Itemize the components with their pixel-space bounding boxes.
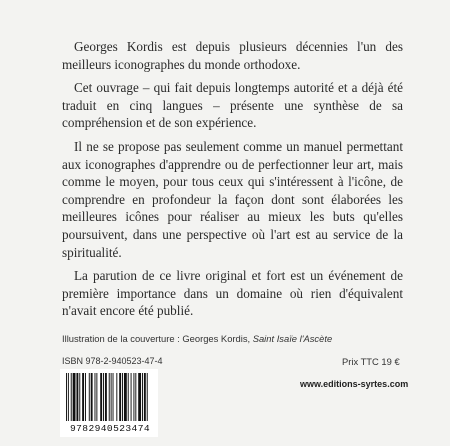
barcode-bar (79, 373, 80, 421)
barcode (60, 369, 158, 437)
barcode-bar (144, 373, 146, 421)
blurb-paragraph-4: La parution de ce livre original et fort est un événement de première importance dans un domaine où rien d'équivalent n'avait encore été publié. (62, 268, 403, 319)
barcode-bar (111, 373, 112, 421)
barcode-bars (64, 373, 154, 423)
barcode-bar (76, 373, 78, 421)
barcode-bar (128, 373, 129, 421)
blurb-paragraph-2: Cet ouvrage – qui fait depuis longtemps autorité et a déjà été traduit en cinq langues – présente une synthèse de sa compréhension et de son expérience. (62, 80, 403, 131)
barcode-bar (135, 373, 136, 421)
barcode-bar (100, 373, 102, 421)
barcode-bar (113, 373, 114, 421)
barcode-bar (95, 373, 96, 421)
barcode-bar (66, 373, 67, 421)
barcode-bar (96, 373, 97, 421)
blurb-text (62, 38, 403, 326)
blurb-paragraph-1: Georges Kordis est depuis plusieurs décennies l'un des meilleurs iconographes du monde orthodoxe. (62, 39, 403, 72)
barcode-bar (119, 373, 121, 421)
barcode-bar (124, 373, 127, 421)
barcode-bar (82, 373, 84, 421)
barcode-bar (89, 373, 90, 421)
barcode-bar (138, 373, 141, 421)
barcode-bar (109, 373, 110, 421)
barcode-bar (85, 373, 86, 421)
barcode-bar (71, 373, 72, 421)
price: Prix TTC 19 € (342, 356, 400, 367)
credit-prefix: Illustration de la couverture : Georges Kordis, (62, 333, 253, 344)
publisher-website[interactable]: www.editions-syrtes.com (300, 379, 409, 389)
barcode-number: 9782940523474 (69, 423, 151, 434)
credit-title: Saint Isaïe l'Ascète (252, 333, 333, 344)
barcode-bar (91, 373, 93, 421)
barcode-bar (68, 373, 69, 421)
barcode-bar (147, 373, 148, 421)
barcode-bar (142, 373, 143, 421)
barcode-bar (131, 373, 132, 421)
barcode-bar (73, 373, 76, 421)
cover-illustration-credit (62, 333, 332, 344)
isbn: ISBN 978-2-940523-47-4 (62, 356, 163, 366)
blurb-paragraph-3: Il ne se propose pas seulement comme un manuel permettant aux iconographes d'apprendre ou de perfectionner leur art, mais comme le moyen, pour tous ceux qui s'intéressent à l'icône, de comprendre en profondeur la façon dont sont élaborées les meilleures icônes pour réaliser au mieux les buts qu'elles poursuivent, dans une perspective où l'art est au service de la spiritualité. (62, 138, 403, 260)
barcode-bar (133, 373, 134, 421)
barcode-bar (103, 373, 104, 421)
barcode-bar (116, 373, 117, 421)
barcode-bar (122, 373, 123, 421)
barcode-bar (105, 373, 107, 421)
